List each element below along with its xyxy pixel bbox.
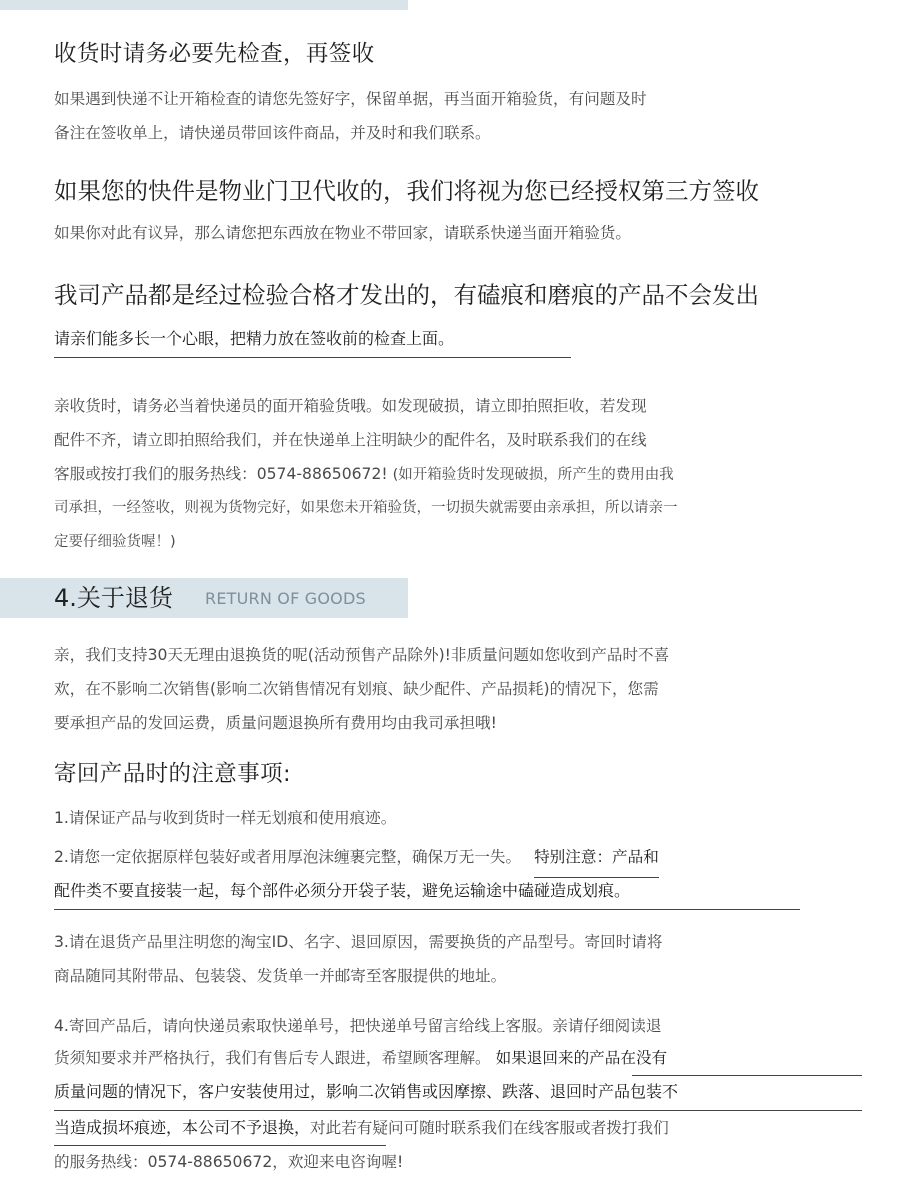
para-inspect-line2: 备注在签收单上，请快递员带回该件商品，并及时和我们联系。 xyxy=(54,124,491,142)
para-inspect-line1: 如果遇到快递不让开箱检查的请您先签好字，保留单据，再当面开箱验货，有问题及时 xyxy=(54,90,647,108)
para-unbox-line2: 配件不齐，请立即拍照给我们，并在快递单上注明缺少的配件名，及时联系我们的在线 xyxy=(54,431,647,449)
heading-quality-checked: 我司产品都是经过检验合格才发出的，有磕痕和磨痕的产品不会发出 xyxy=(54,281,759,309)
hotline-text: 客服或按打我们的服务热线：0574-88650672! xyxy=(54,465,388,483)
return-intro-line1: 亲，我们支持30天无理由退换货的呢(活动预售产品除外)!非质量问题如您收到产品时不喜 xyxy=(54,646,670,664)
notice-item-3-line1: 3.请在退货产品里注明您的淘宝ID、名字、退回原因，需要换货的产品型号。寄回时请将 xyxy=(54,933,663,951)
section4-title: 4.关于退货 xyxy=(54,584,173,612)
para-unbox-line4: 司承担，一经签收，则视为货物完好，如果您未开箱验货，一切损失就需要由亲承担，所以请亲一 xyxy=(54,500,678,516)
section3-banner xyxy=(0,0,408,10)
heading-third-party-receipt: 如果您的快件是物业门卫代收的，我们将视为您已经授权第三方签收 xyxy=(54,177,759,205)
notice-item-4-line5: 的服务热线：0574-88650672，欢迎来电咨询喔! xyxy=(54,1153,404,1171)
return-intro-line2: 欢，在不影响二次销售(影响二次销售情况有划痕、缺少配件、产品损耗)的情况下，您需 xyxy=(54,680,659,698)
notice-item-2-line1 xyxy=(54,840,659,878)
item2-text: 2.请您一定依据原样包装好或者用厚泡沫缠裹完整，确保万无一失。 xyxy=(54,848,522,866)
item4-contact: 对此若有疑问可随时联系我们在线客服或者拨打我们 xyxy=(310,1119,669,1137)
para-be-careful: 请亲们能多长一个心眼，把精力放在签收前的检查上面。 xyxy=(54,329,455,348)
item4-text: 货须知要求并严格执行，我们有售后专人跟进，希望顾客理解。 xyxy=(54,1049,491,1067)
notice-item-4-line3: 质量问题的情况下，客户安装使用过，影响二次销售或因摩擦、跌落、退回时产品包装不 xyxy=(54,1082,679,1101)
notice-item-3-line2: 商品随同其附带品、包装袋、发货单一并邮寄至客服提供的地址。 xyxy=(54,967,507,985)
notice-item-4-line4 xyxy=(54,1111,669,1145)
notice-item-4-line1: 4.寄回产品后，请向快递员索取快递单号，把快递单号留言给线上客服。亲请仔细阅读退 xyxy=(54,1017,662,1035)
notice-item-1: 1.请保证产品与收到货时一样无划痕和使用痕迹。 xyxy=(54,809,397,827)
underline-item2 xyxy=(54,909,800,910)
heading-inspect-before-sign: 收货时请务必要先检查，再签收 xyxy=(54,41,375,67)
notice-item-2-line2: 配件类不要直接装一起，每个部件必须分开袋子装，避免运输途中磕碰造成划痕。 xyxy=(54,881,631,900)
item4-warning-start: 如果退回来的产品在没有 xyxy=(495,1049,668,1067)
item2-special-note: 特别注意：产品和 xyxy=(534,840,659,878)
para-unbox-line3 xyxy=(54,457,674,492)
section4-subtitle: RETURN OF GOODS xyxy=(205,589,366,608)
item4-warning-end: 当造成损坏痕迹，本公司不予退换， xyxy=(54,1118,311,1137)
para-unbox-line5: 定要仔细验货喔！) xyxy=(54,534,176,550)
notice-heading: 寄回产品时的注意事项: xyxy=(54,761,291,787)
notice-item-4-line2 xyxy=(54,1041,667,1075)
para-unbox-line1: 亲收货时，请务必当着快递员的面开箱验货哦。如发现破损，请立即拍照拒收，若发现 xyxy=(54,397,647,415)
return-intro-line3: 要承担产品的发回运费，质量问题退换所有费用均由我司承担哦! xyxy=(54,714,497,732)
note-open: (如开箱验货时发现破损，所产生的费用由我 xyxy=(392,467,674,483)
para-third-party: 如果你对此有议异，那么请您把东西放在物业不带回家，请联系快递当面开箱验货。 xyxy=(54,224,631,242)
underline-be-careful xyxy=(54,357,571,358)
